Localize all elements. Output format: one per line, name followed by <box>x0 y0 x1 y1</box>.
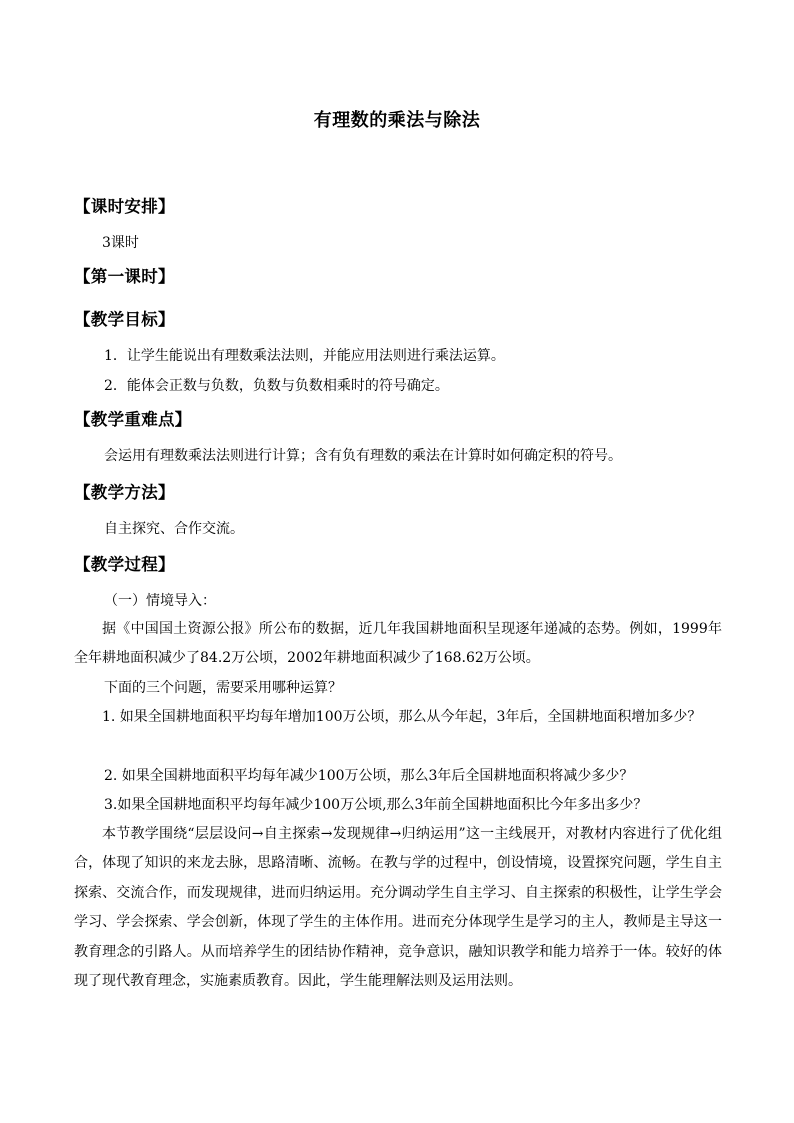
question-2: 2. 如果全国耕地面积平均每年减少100万公顷，那么3年后全国耕地面积将减少多少？ <box>104 768 634 784</box>
heading-first-lesson: 【第一课时】 <box>74 267 175 286</box>
heading-schedule: 【课时安排】 <box>74 197 175 216</box>
objective-2: 2．能体会正数与负数，负数与负数相乘时的符号确定。 <box>104 378 449 394</box>
question-1: 1. 如果全国耕地面积平均每年增加100万公顷，那么从今年起，3年后，全国耕地面积增加多少？ <box>102 709 702 725</box>
objective-1: 1．让学生能说出有理数乘法法则，并能应用法则进行乘法运算。 <box>104 348 505 364</box>
methods-text: 自主探究、合作交流。 <box>104 521 244 537</box>
heading-methods: 【教学方法】 <box>74 483 175 502</box>
intro-paragraph: 据《中国国土资源公报》所公布的数据，近几年我国耕地面积呈现逐年递减的态势。例如，1999年全年耕地面积减少了84.2万公顷，2002年耕地面积减少了168.62万公顷。 <box>74 621 722 667</box>
page-title: 有理数的乘法与除法 <box>313 110 481 131</box>
question-prompt: 下面的三个问题，需要采用哪种运算？ <box>104 680 342 696</box>
heading-process: 【教学过程】 <box>74 555 175 574</box>
schedule-text: 3课时 <box>102 235 139 251</box>
heading-key-points: 【教学重难点】 <box>74 410 192 429</box>
key-points-text: 会运用有理数乘法法则进行计算；含有负有理数的乘法在计算时如何确定积的符号。 <box>104 448 622 464</box>
question-3: 3.如果全国耕地面积平均每年减少100万公顷,那么3年前全国耕地面积比今年多出多少？ <box>104 797 648 813</box>
summary-paragraph: 本节教学围绕“层层设问→自主探索→发现规律→归纳运用”这一主线展开，对教材内容进行了优化组合，体现了知识的来龙去脉，思路清晰、流畅。在教与学的过程中，创设情境，设置探究问题，学生自主探索、交流合作，而发现规律，进而归纳运用。充分调动学生自主学习、自主探索的积极性，让学生学会学习、学会探索、学会创新，体现了学生的主体作用。进而充分体现学生是学习的主人，教师是主导这一教育理念的引路人。从而培养学生的团结协作精神，竞争意识，融知识教学和能力培养于一体。较好的体现了现代教育理念，实施素质教育。因此，学生能理解法则及运用法则。 <box>74 826 722 990</box>
heading-objectives: 【教学目标】 <box>74 310 175 329</box>
intro-label: （一）情境导入： <box>104 593 216 609</box>
